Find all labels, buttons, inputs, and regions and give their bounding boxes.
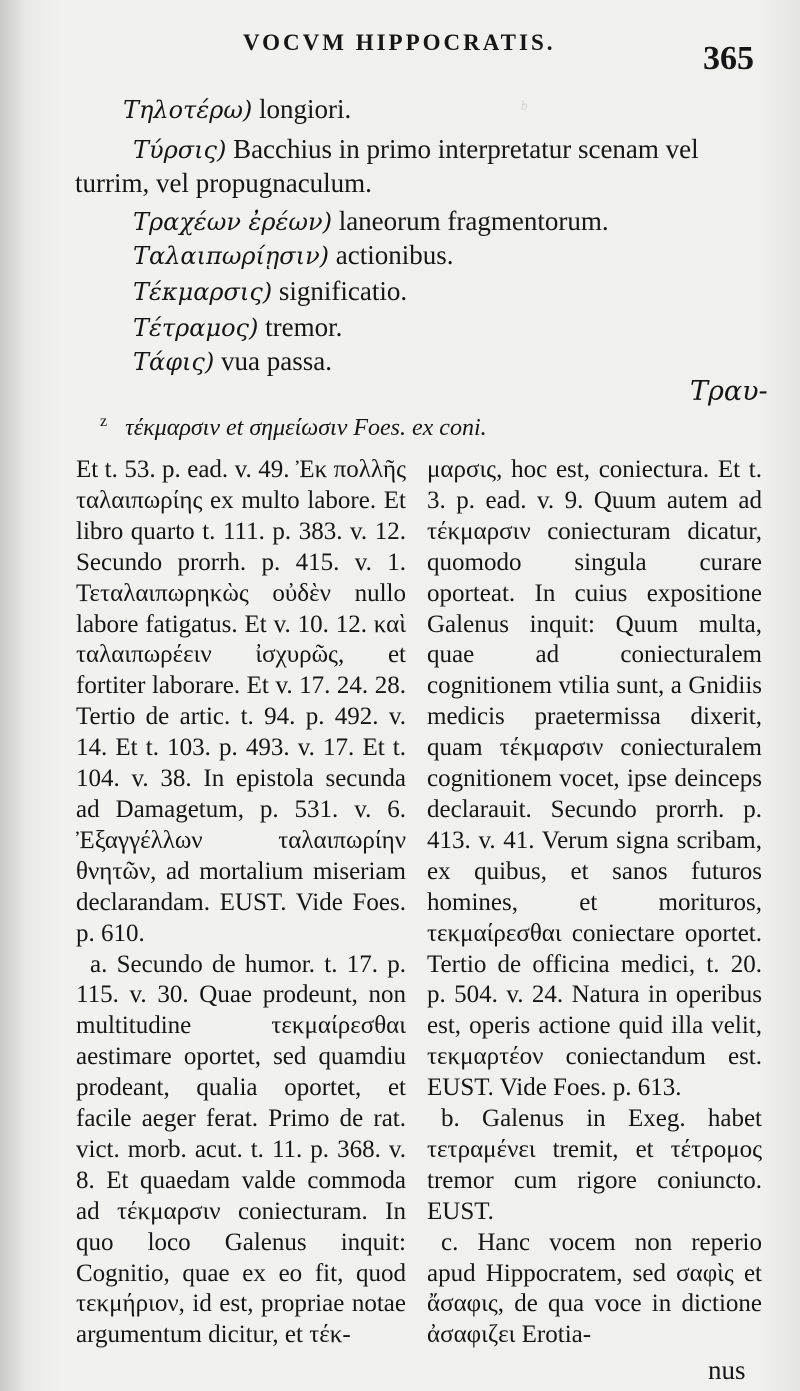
entry-latin: longiori. <box>259 94 352 124</box>
left-paragraph-1: Et t. 53. p. ead. v. 49. Ἐκ πολλῆς ταλαιπωρίης ex multo labore. Et libro quarto t. 111. p. 383. v. 12. Secundo prorrh. p. 415. v. 1. Τεταλαιπωρηκὼς οὐδὲν nullo labore fatigatus. Et v. 10. 12. καὶ ταλαιπωρέειν ἰσχυρῶς, et fortiter laborare. Et v. 17. 24. 28. Tertio de artic. t. 94. p. 492. v. 14. Et t. 103. p. 493. v. 17. Et t. 104. v. 38. In epistola secunda ad Damagetum, p. 531. v. 6. Ἐξαγγέλλων ταλαιπωρίην θνητῶν, ad mortalium miseriam declarandam. EUST. Vide Foes. p. 610. <box>76 456 406 947</box>
entry-greek: Ταλαιπωρίῃσιν) <box>133 242 330 270</box>
right-paragraph-2: b. Galenus in Exeg. habet τετραμένει tremit, et τέτρομος tremor cum rigore coniuncto. EUST. <box>427 1105 762 1225</box>
entry-5 <box>133 274 407 309</box>
entry-latin: actionibus. <box>335 240 454 270</box>
entry-2-continued <box>75 166 372 200</box>
entry-2 <box>133 132 699 167</box>
entry-latin: significatio. <box>278 276 408 306</box>
entry-greek: Τέτραμος) <box>133 314 259 342</box>
show-through: ᵇ <box>520 96 526 121</box>
entry-greek: Τραχέων ἐρέων) <box>133 208 332 236</box>
entry-greek: Τύρσις) <box>133 136 227 164</box>
entry-latin: turrim, vel propugnaculum. <box>75 168 372 198</box>
left-paragraph-2: a. Secundo de humor. t. 17. p. 115. v. 30. Quae prodeunt, non multitudine τεκμαίρεσθαι aestimare oportet, sed quamdiu prodeant, qualia oportet, et facile aeger ferat. Primo de rat. vict. morb. acut. t. 11. p. 368. v. 8. Et quaedam valde commoda ad τέκμαρσιν coniecturam. In quo loco Galenus inquit: Cognitio, quae ex eo fit, quod τεκμήριον, id est, propriae notae argumentum dicitur, et τέκ- <box>76 950 406 1349</box>
entry-latin: tremor. <box>265 312 343 342</box>
footnote <box>100 413 487 442</box>
footnote-greek-a: τέκμαρσιν <box>125 415 220 441</box>
right-paragraph-1: μαρσις, hoc est, coniectura. Et t. 3. p. ead. v. 9. Quum autem ad τέκμαρσιν coniecturam dicatur, quomodo singula curare oporteat. In cuius expositione Galenus inquit: Quum multa, quae ad coniecturalem cognitionem vtilia sunt, a Gnidiis medicis praetermissa dixerit, quam τέκμαρσιν coniecturalem cognitionem vocet, ipse deinceps declarauit. Secundo prorrh. p. 413. v. 41. Verum signa scribam, ex quibus, et sanos futuros homines, et morituros, τεκμαίρεσθαι coniectare oportet. Tertio de officina medici, t. 20. p. 504. v. 24. Natura in operibus est, operis actione quid illa velit, τεκμαρτέον coniectandum est. EUST. Vide Foes. p. 613. <box>427 456 762 1102</box>
entry-greek: Τηλοτέρω) <box>123 96 253 124</box>
footnote-et: et <box>226 415 244 441</box>
entry-6 <box>133 310 342 345</box>
entry-4 <box>133 238 454 273</box>
entry-greek: Τέκμαρσις) <box>133 278 273 306</box>
page-number: 365 <box>703 40 754 77</box>
right-paragraph-3: c. Hanc vocem non reperio apud Hippocratem, sed σαφὶς et ἄσαφις, de qua voce in dictione ἀσαφιζει Erotia- <box>427 1228 762 1349</box>
footnote-greek-b: σημείωσιν <box>249 415 348 441</box>
entry-latin: Bacchius in primo interpretatur scenam vel <box>233 134 699 164</box>
catchword: Τραυ- <box>690 376 768 407</box>
footnote-mark: z <box>100 413 108 430</box>
entry-latin: vua passa. <box>220 346 332 376</box>
page-end-word: nus <box>708 1355 746 1385</box>
right-column <box>427 455 762 1351</box>
entry-1 <box>123 92 351 127</box>
left-column <box>76 455 406 1351</box>
entry-3 <box>133 204 609 239</box>
entry-7 <box>133 344 332 379</box>
footnote-source: Foes. ex coni. <box>353 415 487 441</box>
entry-latin: laneorum fragmentorum. <box>338 206 609 236</box>
entry-greek: Τάφις) <box>133 348 215 376</box>
running-title: VOCVM HIPPOCRATIS. <box>243 30 556 55</box>
